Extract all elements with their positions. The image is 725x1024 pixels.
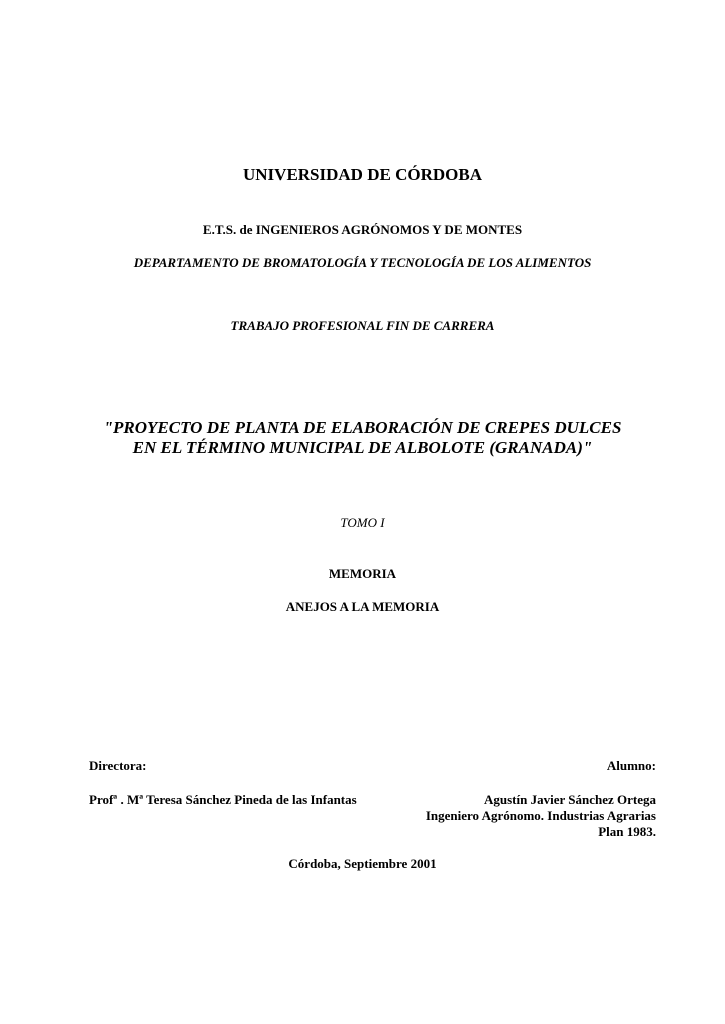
work-type: TRABAJO PROFESIONAL FIN DE CARRERA bbox=[230, 318, 495, 333]
place-date: Córdoba, Septiembre 2001 bbox=[288, 856, 437, 871]
director-label: Directora: bbox=[89, 758, 147, 773]
student-label: Alumno: bbox=[606, 758, 656, 773]
volume-label: TOMO I bbox=[340, 515, 385, 530]
volume-part-anejos: ANEJOS A LA MEMORIA bbox=[285, 599, 440, 614]
director-name: Profª . Mª Teresa Sánchez Pineda de las Infantas bbox=[89, 792, 357, 807]
student-plan: Plan 1983. bbox=[598, 824, 656, 839]
volume-part-memoria: MEMORIA bbox=[328, 566, 397, 581]
department-name: DEPARTAMENTO DE BROMATOLOGÍA Y TECNOLOGÍA DE LOS ALIMENTOS bbox=[133, 255, 592, 270]
student-name: Agustín Javier Sánchez Ortega bbox=[484, 792, 656, 807]
university-title: UNIVERSIDAD DE CÓRDOBA bbox=[243, 165, 482, 184]
project-title-line2: EN EL TÉRMINO MUNICIPAL DE ALBOLOTE (GRANADA)" bbox=[132, 438, 593, 457]
school-name: E.T.S. de INGENIEROS AGRÓNOMOS Y DE MONTES bbox=[202, 222, 523, 237]
project-title-line1: "PROYECTO DE PLANTA DE ELABORACIÓN DE CREPES DULCES bbox=[103, 418, 622, 437]
student-degree: Ingeniero Agrónomo. Industrias Agrarias bbox=[425, 808, 656, 823]
